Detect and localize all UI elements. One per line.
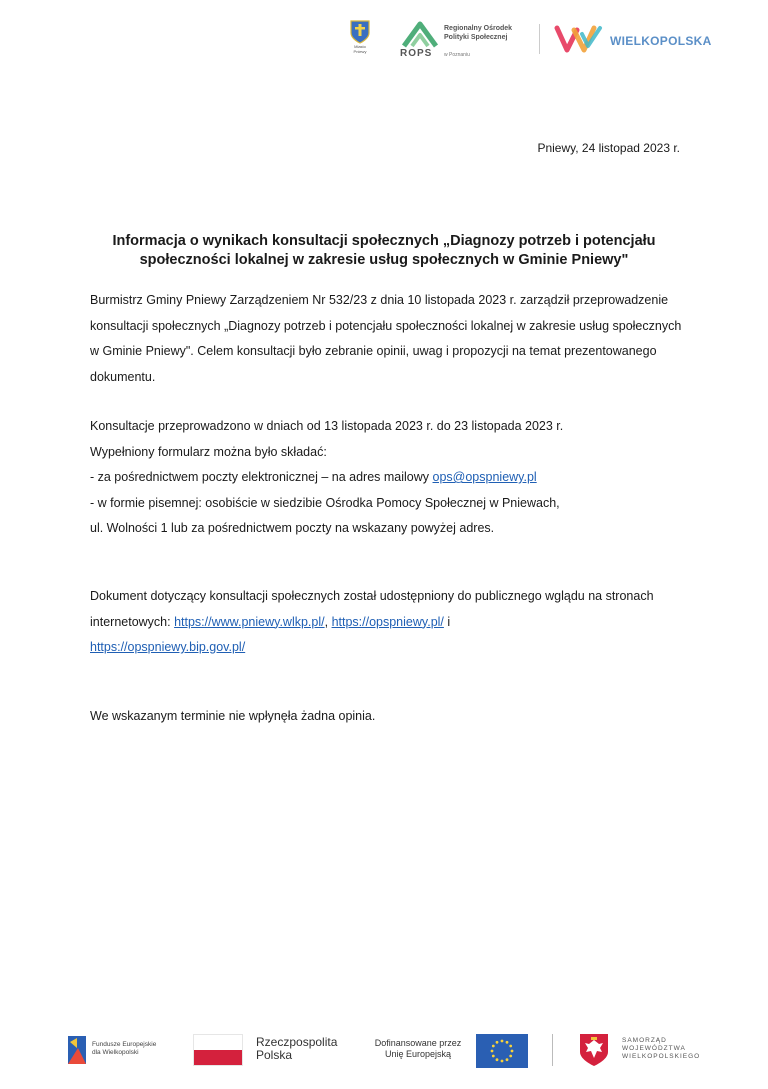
document-date: Pniewy, 24 listopad 2023 r. [537,141,680,155]
header-divider [539,24,540,54]
paragraph-announcement: Burmistrz Gminy Pniewy Zarządzeniem Nr 532/23 z dnia 10 listopada 2023 r. zarządził przeprowadzenie konsultacji społecznych „Diagnozy potrzeb i potencjału społeczności lokalnej w zakresie usług społecznych w Gminie Pniewy". Celem konsultacji było zebranie opinii, uwag i propozycji na temat prezentowanego dokumentu. [90,293,682,384]
footer-divider [552,1034,553,1066]
submission-email-item [90,465,690,491]
sw-text-line1: SAMORZĄD [622,1037,667,1044]
voivodeship-text [622,1037,700,1061]
rops-name-line2: Polityki Społecznej [444,34,508,41]
consultation-dates: Konsultacje przeprowadzono w dniach od 13 listopada 2023 r. do 23 listopada 2023 r. [90,419,564,433]
rops-subtitle: w Poznaniu [444,52,470,58]
title-line-2: społeczności lokalnej w zakresie usług społecznych w Gminie Pniewy" [139,252,629,268]
sw-text-line2: WOJEWÓDZTWA [622,1045,686,1052]
polish-flag-icon [193,1034,243,1066]
wielkopolska-logo [554,24,714,54]
link-separator-2: i [443,614,451,629]
document-title [60,232,708,270]
email-link[interactable]: ops@opspniewy.pl [432,470,537,484]
title-line-1: Informacja o wynikach konsultacji społecznych „Diagnozy potrzeb i potencjału [112,233,656,249]
submission-written-address: ul. Wolności 1 lub za pośrednictwem poczty na wskazany powyżej adres. [90,521,495,535]
rzeczpospolita-text [256,1036,337,1062]
paragraph-consultation-details [90,414,690,542]
eu-flag-icon [476,1034,528,1068]
voivodeship-eagle-shield-icon [578,1032,610,1068]
rp-text-line1: Rzeczpospolita [256,1035,338,1049]
rp-text-line2: Polska [256,1048,293,1062]
eu-cofunding-text [368,1038,468,1060]
submission-email-text: - za pośrednictwem poczty elektronicznej – na adres mailowy [90,470,433,484]
european-funds-text [92,1041,156,1057]
paragraph-result: We wskazanym terminie nie wpłynęła żadna opinia. [90,709,376,723]
crest-caption-1: Miasto [354,44,366,49]
eu-stars-icon [476,1034,528,1068]
rops-abbreviation: ROPS [400,48,433,59]
rops-name-line1: Regionalny Ośrodek [444,25,513,32]
link-pniewy-wlkp[interactable]: https://www.pniewy.wlkp.pl/ [174,614,325,629]
european-funds-logo-icon [66,1034,88,1066]
link-opspniewy-bip[interactable]: https://opspniewy.bip.gov.pl/ [90,640,246,654]
link-separator-1: , [324,614,332,629]
ue-text-line2: Unię Europejską [384,1049,452,1059]
wielkopolska-label: WIELKOPOLSKA [610,34,712,48]
availability-text: Dokument dotyczący konsultacji społecznych został udostępniony do publicznego wglądu na stronach internetowych: [90,589,654,629]
sw-text-line3: WIELKOPOLSKIEGO [622,1053,701,1060]
pniewy-crest-logo [348,20,372,54]
form-submission-intro: Wypełniony formularz można było składać: [90,444,327,459]
rops-name [444,24,530,42]
wielkopolska-mark-icon [554,24,604,54]
rops-logo [400,20,530,62]
header-logos [0,16,768,66]
crest-icon [350,20,370,44]
ue-text-line1: Dofinansowane przez [374,1038,462,1048]
paragraph-document-availability [90,584,690,661]
rops-mark-icon [400,20,440,48]
link-opspniewy[interactable]: https://opspniewy.pl/ [331,614,444,629]
footer-logos [0,1028,768,1072]
crest-caption-2: Pniewy [353,49,367,54]
fe-text-line2: dla Wielkopolski [92,1049,139,1056]
submission-written-item: - w formie pisemnej: osobiście w siedzibie Ośrodka Pomocy Społecznej w Pniewach, [90,495,560,510]
fe-text-line1: Fundusze Europejskie [92,1041,157,1048]
